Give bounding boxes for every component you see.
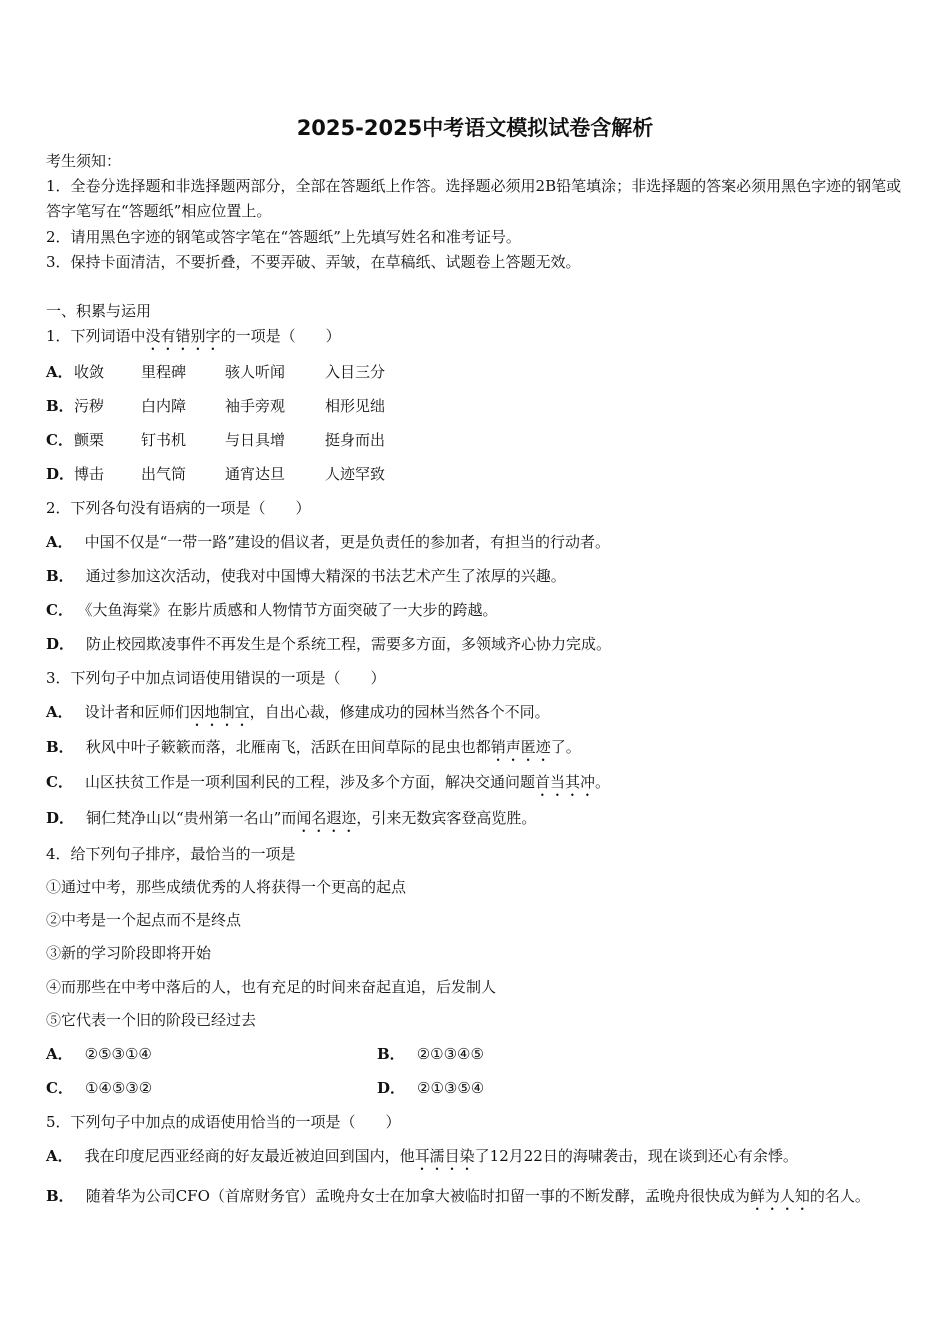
dotted-emphasis: 没有错别字	[145, 327, 221, 345]
notice-heading: 考生须知：	[46, 152, 122, 170]
dotted-emphasis: 耳濡目染	[414, 1147, 475, 1165]
question-4-sentence-1: ①通过中考，那些成绩优秀的人将获得一个更高的起点	[46, 878, 407, 896]
question-2-option-c: C． 《大鱼海棠》在影片质感和人物情节方面突破了一大步的跨越。	[46, 601, 498, 619]
question-4-option-a: A． ②⑤③①④	[46, 1045, 152, 1063]
exam-page: 2025-2025中考语文模拟试卷含解析 考生须知： 1．全卷分选择题和非选择题两部分，全部在答题纸上作答。选择题必须用2B铅笔填涂；非选择题的答案必须用黑色字迹的钢笔或答字笔写在“答题纸”相应位置上。 2．请用黑色字迹的钢笔或答字笔在“答题纸”上先填写姓名和准考证号。 3．保持卡面清洁，不要折叠，不要弄破、弄皱，在草稿纸、试题卷上答题无效。 一、积累与运用 1．下列词语中没有错别字的一项是（ ） A． 收敛 里程碑 骇人听闻 入目三分 B． 污秽 白内障 袖手旁观 相形见绌 C． 颤栗 钉书机 与日具增 挺身而出 D． 博击 出气筒 通宵达旦 人迹罕致 2．下列各句没有语病的一项是（ ） A． 中国不仅是“一带一路”建设的倡议者，更是负责任的参加者，有担当的行动者。 B． 通过参加这次活动，使我对中国博大精深的书法艺术产生了浓厚的兴趣。 C． 《大鱼海棠》在影片质感和人物情节方面突破了一大步的跨越。 D． 防止校园欺凌事件不再发生是个系统工程，需要多方面，多领域齐心协力完成。 3．下列句子中加点词语使用错误的一项是（ ） A． 设计者和匠师们因地制宜，自出心裁，修建成功的园林当然各个不同。 B． 秋风中叶子簌簌而落，北雁南飞，活跃在田间草际的昆虫也都销声匿迹了。 C． 山区扶贫工作是一项利国利民的工程，涉及多个方面，解决交通问题首当其冲。 D． 铜仁梵净山以“贵州第一名山”而闻名遐迩，引来无数宾客登高览胜。 4．给下列句子排序，最恰当的一项是 ①通过中考，那些成绩优秀的人将获得一个更高的起点 ②中考是一个起点而不是终点 ③新的学习阶段即将开始 ④而那些在中考中落后的人，也有充足的时间来奋起直追，后发制人 ⑤它代表一个旧的阶段已经过去 A． ②⑤③①④ B． ②①③④⑤ C． ①④⑤③② D． ②①③⑤④ 5．下列句子中加点的成语使用恰当的一项是（ ） A． 我在印度尼西亚经商的好友最近被迫回到国内，他耳濡目染了12月22日的海啸袭击，现在谈到还心有余悸。 B． 随着华为公司CFO（首席财务官）孟晚舟女士在加拿大被临时扣留一事的不断发酵，孟晚舟很快成为鲜为人知的名人。	[0, 0, 950, 1344]
question-5-option-b: B． 随着华为公司CFO（首席财务官）孟晚舟女士在加拿大被临时扣留一事的不断发酵，孟晚舟很快成为鲜为人知的名人。	[46, 1187, 870, 1205]
question-4-stem: 4．给下列句子排序，最恰当的一项是	[46, 845, 296, 863]
question-2-stem: 2．下列各句没有语病的一项是（ ）	[46, 499, 311, 517]
question-2-option-d: D． 防止校园欺凌事件不再发生是个系统工程，需要多方面，多领域齐心协力完成。	[46, 635, 612, 653]
question-3-stem: 3．下列句子中加点词语使用错误的一项是（ ）	[46, 669, 386, 687]
dotted-emphasis: 销声匿迹	[490, 738, 551, 756]
dotted-emphasis: 闻名遐迩	[296, 809, 357, 827]
dotted-emphasis: 因地制宜	[189, 703, 250, 721]
question-3-option-b: B． 秋风中叶子簌簌而落，北雁南飞，活跃在田间草际的昆虫也都销声匿迹了。	[46, 738, 581, 756]
question-5-stem: 5．下列句子中加点的成语使用恰当的一项是（ ）	[46, 1113, 401, 1131]
dotted-emphasis: 首当其冲	[534, 773, 595, 791]
notice-item-2: 2．请用黑色字迹的钢笔或答字笔在“答题纸”上先填写姓名和准考证号。	[46, 228, 521, 246]
notice-item-3: 3．保持卡面清洁，不要折叠，不要弄破、弄皱，在草稿纸、试题卷上答题无效。	[46, 253, 581, 271]
question-4-sentence-5: ⑤它代表一个旧的阶段已经过去	[46, 1011, 257, 1029]
question-4-option-d: D． ②①③⑤④	[377, 1079, 485, 1097]
question-5-option-a: A． 我在印度尼西亚经商的好友最近被迫回到国内，他耳濡目染了12月22日的海啸袭击，现在谈到还心有余悸。	[46, 1147, 798, 1165]
question-3-option-d: D． 铜仁梵净山以“贵州第一名山”而闻名遐迩，引来无数宾客登高览胜。	[46, 809, 537, 827]
notice-item-1: 1．全卷分选择题和非选择题两部分，全部在答题纸上作答。选择题必须用2B铅笔填涂；非选择题的答案必须用黑色字迹的钢笔或答字笔写在“答题纸”相应位置上。	[46, 177, 902, 220]
question-3-option-c: C． 山区扶贫工作是一项利国利民的工程，涉及多个方面，解决交通问题首当其冲。	[46, 773, 610, 791]
question-4-sentence-2: ②中考是一个起点而不是终点	[46, 911, 242, 929]
section-heading: 一、积累与运用	[46, 302, 152, 320]
question-4-sentence-3: ③新的学习阶段即将开始	[46, 944, 212, 962]
question-2-option-b: B． 通过参加这次活动，使我对中国博大精深的书法艺术产生了浓厚的兴趣。	[46, 567, 566, 585]
question-4-option-c: C． ①④⑤③②	[46, 1079, 153, 1097]
question-3-option-a: A． 设计者和匠师们因地制宜，自出心裁，修建成功的园林当然各个不同。	[46, 703, 550, 721]
question-4-sentence-4: ④而那些在中考中落后的人，也有充足的时间来奋起直追，后发制人	[46, 978, 497, 996]
dotted-emphasis: 鲜为人知	[749, 1187, 810, 1205]
question-2-option-a: A． 中国不仅是“一带一路”建设的倡议者，更是负责任的参加者，有担当的行动者。	[46, 533, 610, 551]
question-4-option-b: B． ②①③④⑤	[377, 1045, 484, 1063]
question-1-stem: 1．下列词语中没有错别字的一项是（ ）	[46, 327, 341, 345]
page-title: 2025-2025中考语文模拟试卷含解析	[296, 116, 654, 140]
